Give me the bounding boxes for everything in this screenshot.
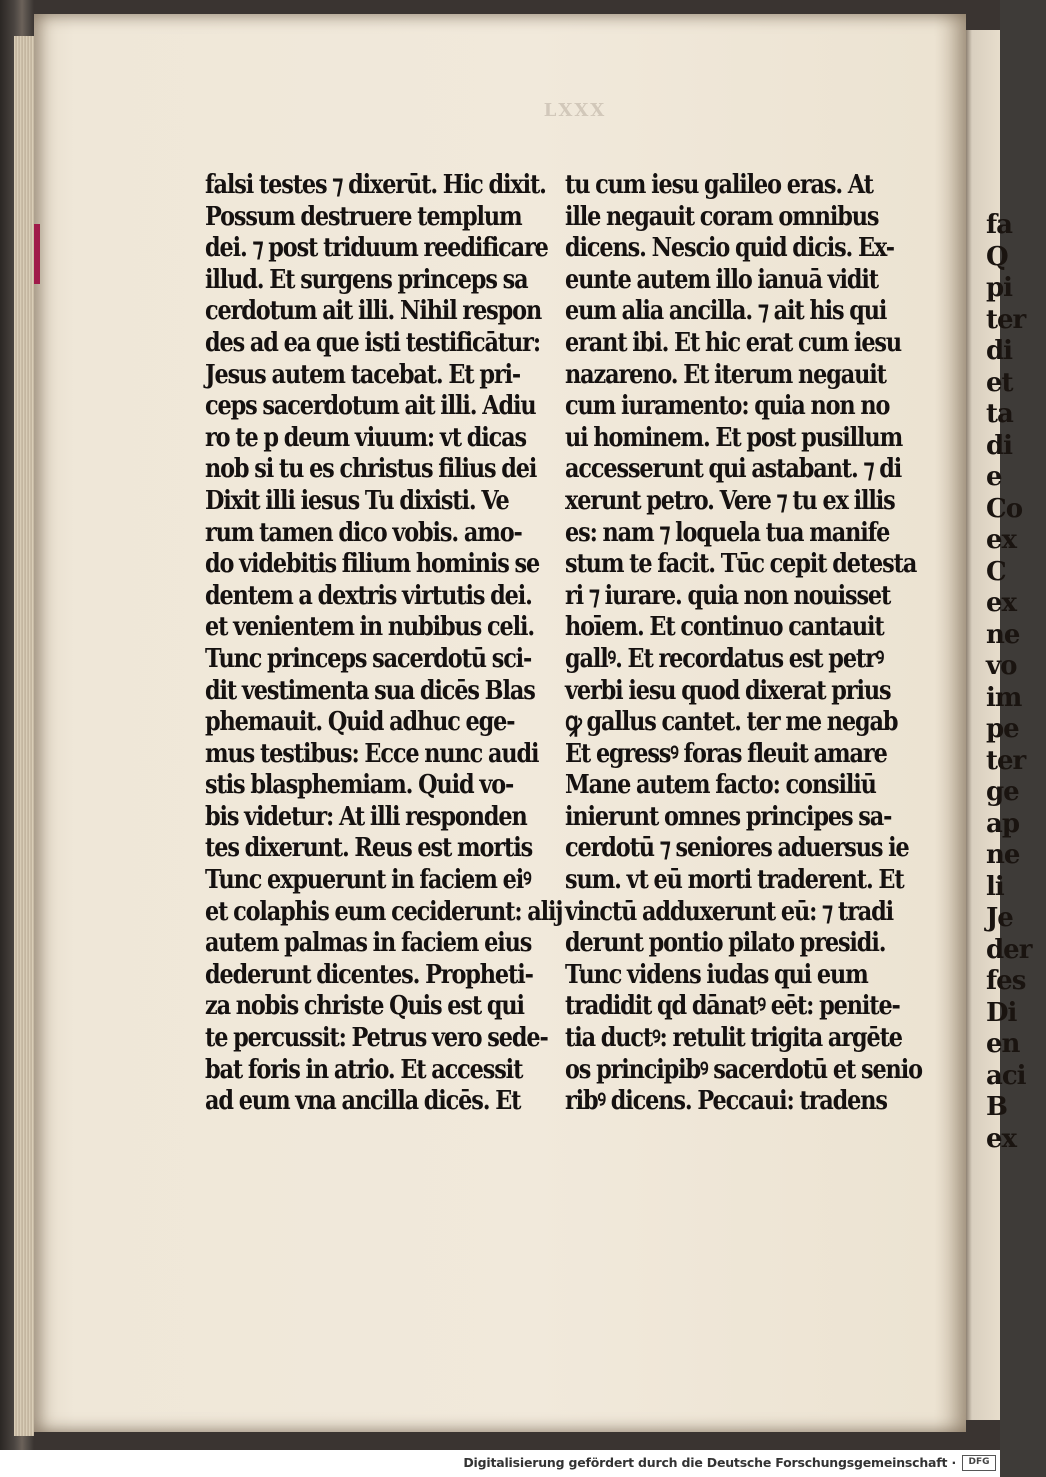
text-line: gallꝰ. Et recordatus est petrꝰ (565, 643, 884, 674)
text-line: ad eum vna ancilla dicēs. Et (205, 1086, 521, 1117)
text-line: hoīem. Et continuo cantauit (565, 612, 884, 643)
text-line: ꝙ gallus cantet. ter me negab (565, 707, 898, 738)
footer-bar (0, 1450, 1000, 1477)
text-line: Tunc princeps sacerdotū sci- (205, 643, 532, 674)
text-line: cum iuramento: quia non no (565, 391, 890, 422)
text-line: stum te facit. Tūc cepit detesta (565, 549, 917, 580)
text-line: tes dixerunt. Reus est mortis (205, 833, 533, 864)
next-page-fragment: li (986, 871, 1004, 902)
text-line: phemauit. Quid adhuc ege- (205, 707, 515, 738)
page-edges (14, 36, 34, 1436)
text-line: tia ductꝰ: retulit trigita argēte (565, 1023, 902, 1054)
text-line: inierunt omnes principes sa- (565, 801, 892, 832)
next-page-fragment: di (986, 430, 1013, 461)
next-page-fragment: im (986, 682, 1022, 713)
left-text-column (205, 170, 563, 1118)
next-page-fragment: ne (986, 840, 1020, 870)
next-page-fragment: pe (986, 714, 1019, 744)
next-page-text (986, 210, 1046, 1155)
next-page-fragment: Q (986, 241, 1008, 272)
text-line: ro te p deum viuum: vt dicas (205, 422, 526, 453)
text-line: autem palmas in faciem eius (205, 928, 532, 959)
text-line: sum. vt eū morti traderent. Et (565, 865, 904, 896)
text-line: stis blasphemiam. Quid vo- (205, 770, 514, 801)
next-page-fragment: ter (986, 745, 1026, 776)
next-page-fragment: et (986, 367, 1013, 398)
text-line: rum tamen dico vobis. amo- (205, 517, 522, 548)
text-line: bis videtur: At illi responden (205, 801, 527, 832)
text-line: eunte autem illo ianuā vidit (565, 264, 878, 295)
next-page-fragment: pi (986, 273, 1013, 303)
right-text-column (565, 170, 922, 1118)
dfg-logo: DFG (962, 1455, 996, 1471)
text-line: Possum destruere templum (205, 201, 522, 232)
next-page-fragment: C (986, 556, 1006, 587)
text-line: es: nam ⁊ loquela tua manife (565, 517, 890, 548)
next-page-fragment: ge (986, 777, 1019, 807)
next-page-fragment: der (986, 934, 1032, 965)
text-line: et venientem in nubibus celi. (205, 612, 534, 643)
next-page-fragment: Je (986, 903, 1013, 933)
text-line: des ad ea que isti testificātur: (205, 327, 540, 358)
text-line: cerdotū ⁊ seniores aduersus ie (565, 833, 909, 864)
text-line: verbi iesu quod dixerat prius (565, 675, 891, 706)
running-head: LXXX (543, 100, 607, 121)
next-page-fragment: ne (986, 619, 1020, 650)
text-line: erant ibi. Et hic erat cum iesu (565, 327, 902, 358)
text-line: ri ⁊ iurare. quia non nouisset (565, 580, 891, 611)
text-line: Tunc expuerunt in faciem eiꝰ (205, 865, 531, 896)
text-line: dicens. Nescio quid dicis. Ex- (565, 233, 894, 264)
text-line: dentem a dextris virtutis dei. (205, 580, 532, 611)
text-line: nazareno. Et iterum negauit (565, 359, 886, 390)
next-page-fragment: ta (986, 399, 1013, 429)
text-line: os principibꝰ sacerdotū et senio (565, 1054, 922, 1085)
next-page-edge (966, 30, 1032, 1420)
text-line: cerdotum ait illi. Nihil respon (205, 296, 542, 327)
text-line: ui hominem. Et post pusillum (565, 422, 903, 453)
next-page-fragment: ex (986, 525, 1017, 555)
text-line: Dixit illi iesus Tu dixisti. Ve (205, 485, 509, 516)
text-line: illud. Et surgens princeps sa (205, 264, 528, 295)
next-page-fragment: en (986, 1029, 1020, 1059)
text-line: derunt pontio pilato presidi. (565, 928, 886, 959)
next-page-fragment: Di (986, 997, 1017, 1028)
text-line: bat foris in atrio. Et accessit (205, 1054, 523, 1085)
next-page-fragment: e (986, 462, 1002, 492)
text-line: ceps sacerdotum ait illi. Adiu (205, 391, 536, 422)
text-line: do videbitis filium hominis se (205, 549, 540, 580)
text-line: Mane autem facto: consiliū (565, 770, 876, 801)
next-page-fragment: aci (986, 1060, 1026, 1091)
next-page-fragment: Co (986, 493, 1023, 524)
red-bookmark-tab (34, 224, 40, 284)
text-line: accesserunt qui astabant. ⁊ di (565, 454, 902, 485)
text-line: falsi testes ⁊ dixerūt. Hic dixit. (205, 170, 546, 200)
text-line: vinctū adduxerunt eū: ⁊ tradi (565, 896, 893, 927)
next-page-fragment: vo (986, 651, 1017, 681)
text-line: dederunt dicentes. Propheti- (205, 959, 533, 990)
text-line: te percussit: Petrus vero sede- (205, 1023, 548, 1054)
text-line: dei. ⁊ post triduum reedificare (205, 233, 548, 264)
text-line: mus testibus: Ecce nunc audi (205, 738, 539, 769)
next-page-fragment: ex (986, 588, 1017, 618)
text-line: ille negauit coram omnibus (565, 201, 879, 232)
text-line: dit vestimenta sua dicēs Blas (205, 675, 535, 706)
next-page-fragment: ap (986, 808, 1020, 839)
text-line: eum alia ancilla. ⁊ ait his qui (565, 296, 887, 327)
text-line: za nobis christe Quis est qui (205, 991, 524, 1022)
funding-notice: Digitalisierung gefördert durch die Deutsche Forschungsgemeinschaft · (463, 1455, 956, 1470)
next-page-fragment: fes (986, 966, 1026, 996)
text-line: et colaphis eum ceciderunt: alij (205, 896, 563, 927)
text-line: tu cum iesu galileo eras. At (565, 170, 873, 200)
next-page-fragment: ter (986, 304, 1026, 335)
next-page-fragment: fa (986, 210, 1013, 240)
text-line: Tunc videns iudas qui eum (565, 959, 868, 990)
next-page-fragment: ex (986, 1123, 1017, 1154)
next-page-fragment: B (986, 1092, 1007, 1122)
text-line: xerunt petro. Vere ⁊ tu ex illis (565, 485, 895, 516)
text-line: Et egressꝰ foras fleuit amare (565, 738, 887, 769)
text-line: tradidit qd dānatꝰ eēt: penite- (565, 991, 900, 1022)
text-line: Jesus autem tacebat. Et pri- (205, 359, 521, 390)
text-line: nob si tu es christus filius dei (205, 454, 537, 485)
next-page-fragment: di (986, 336, 1013, 366)
text-line: ribꝰ dicens. Peccaui: tradens (565, 1086, 887, 1117)
